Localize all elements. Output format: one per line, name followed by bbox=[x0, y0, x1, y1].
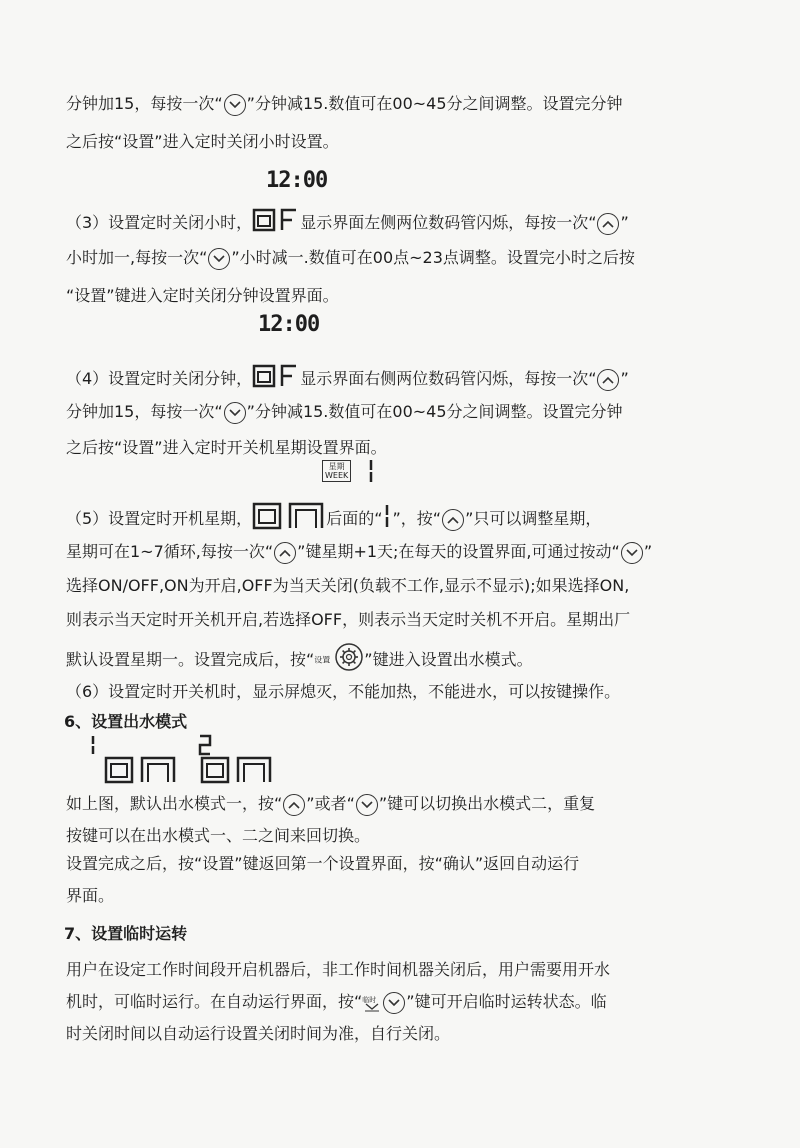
section-heading: 6、设置出水模式 bbox=[64, 712, 188, 731]
down-button-icon bbox=[621, 542, 643, 564]
down-button-icon bbox=[224, 94, 246, 116]
section-heading: 7、设置临时运转 bbox=[64, 924, 188, 943]
text-line: 分钟加15，每按一次“ ”分钟减15.数值可在00~45分之间调整。设置完分钟 bbox=[66, 92, 756, 116]
down-button-icon bbox=[383, 992, 405, 1014]
text-line: 默认设置星期一。设置完成后，按“设置 ”键进入设置出水模式。 bbox=[66, 642, 756, 679]
text-line: 用户在设定工作时间段开启机器后，非工作时间机器关闭后，用户需要用开水 bbox=[66, 960, 611, 979]
text-line: 分钟加15，每按一次“ ”分钟减15.数值可在00~45分之间调整。设置完分钟 bbox=[66, 400, 756, 424]
mode-number-1 bbox=[88, 734, 98, 760]
text-line: 星期可在1~7循环,每按一次“ ”键星期+1天;在每天的设置界面,可通过按动“ ” bbox=[66, 540, 756, 564]
down-button-icon bbox=[208, 248, 230, 270]
up-button-icon bbox=[283, 794, 305, 816]
gear-button-icon bbox=[334, 642, 364, 679]
text-line: （3）设置定时关闭小时， 显示界面左侧两位数码管闪烁，每按一次“ ” bbox=[66, 208, 756, 239]
text-line: 时关闭时间以自动运行设置关闭时间为准，自行关闭。 bbox=[66, 1024, 451, 1043]
text-line: 按键可以在出水模式一、二之间来回切换。 bbox=[66, 826, 371, 845]
temp-run-button-icon: 临时 bbox=[362, 991, 382, 1015]
settings-small-label: 设置 bbox=[314, 655, 331, 665]
segment-on-mode1-icon bbox=[104, 756, 178, 788]
text-line: 界面。 bbox=[66, 886, 115, 905]
text-line: （5）设置定时开机星期， 后面的“ ”，按“ ”只可以调整星期， bbox=[66, 502, 756, 537]
text-line: “设置”键进入定时关闭分钟设置界面。 bbox=[66, 286, 339, 305]
segment-of-icon bbox=[252, 208, 300, 239]
text-line: 选择ON/OFF,ON为开启,OFF为当天关闭(负载不工作,显示不显示);如果选择ON, bbox=[66, 576, 630, 595]
text-line: 设置完成之后，按“设置”键返回第一个设置界面，按“确认”返回自动运行 bbox=[66, 854, 580, 873]
segment-of-icon bbox=[252, 364, 300, 395]
up-button-icon bbox=[597, 213, 619, 235]
display-time: 12:00 bbox=[266, 168, 328, 193]
up-button-icon bbox=[442, 509, 464, 531]
text-line: 小时加一,每按一次“ ”小时减一.数值可在00点~23点调整。设置完小时之后按 bbox=[66, 246, 756, 270]
down-button-icon bbox=[356, 794, 378, 816]
text-line: 则表示当天定时开关机开启,若选择OFF，则表示当天定时关机不开启。星期出厂 bbox=[66, 610, 631, 629]
text-line: 机时，可临时运行。在自动运行界面，按“ 临时 ”键可开启临时运转状态。临 bbox=[66, 990, 756, 1015]
text-line: （6）设置定时开关机时，显示屏熄灭，不能加热，不能进水，可以按键操作。 bbox=[66, 682, 621, 701]
week-indicator: 星期 WEEK bbox=[322, 460, 351, 482]
segment-on-mode2-icon bbox=[200, 756, 274, 788]
up-button-icon bbox=[274, 542, 296, 564]
text-line: 之后按“设置”进入定时关闭小时设置。 bbox=[66, 132, 339, 151]
segment-one-icon bbox=[382, 503, 392, 536]
text-line: （4）设置定时关闭分钟， 显示界面右侧两位数码管闪烁，每按一次“ ” bbox=[66, 364, 756, 395]
segment-one-icon bbox=[366, 458, 376, 488]
text-line: 如上图，默认出水模式一，按“ ”或者“ ”键可以切换出水模式二，重复 bbox=[66, 792, 756, 816]
up-button-icon bbox=[597, 369, 619, 391]
segment-on-icon bbox=[252, 502, 326, 537]
down-button-icon bbox=[224, 402, 246, 424]
display-time: 12:00 bbox=[258, 312, 320, 337]
text-line: 之后按“设置”进入定时开关机星期设置界面。 bbox=[66, 438, 387, 457]
